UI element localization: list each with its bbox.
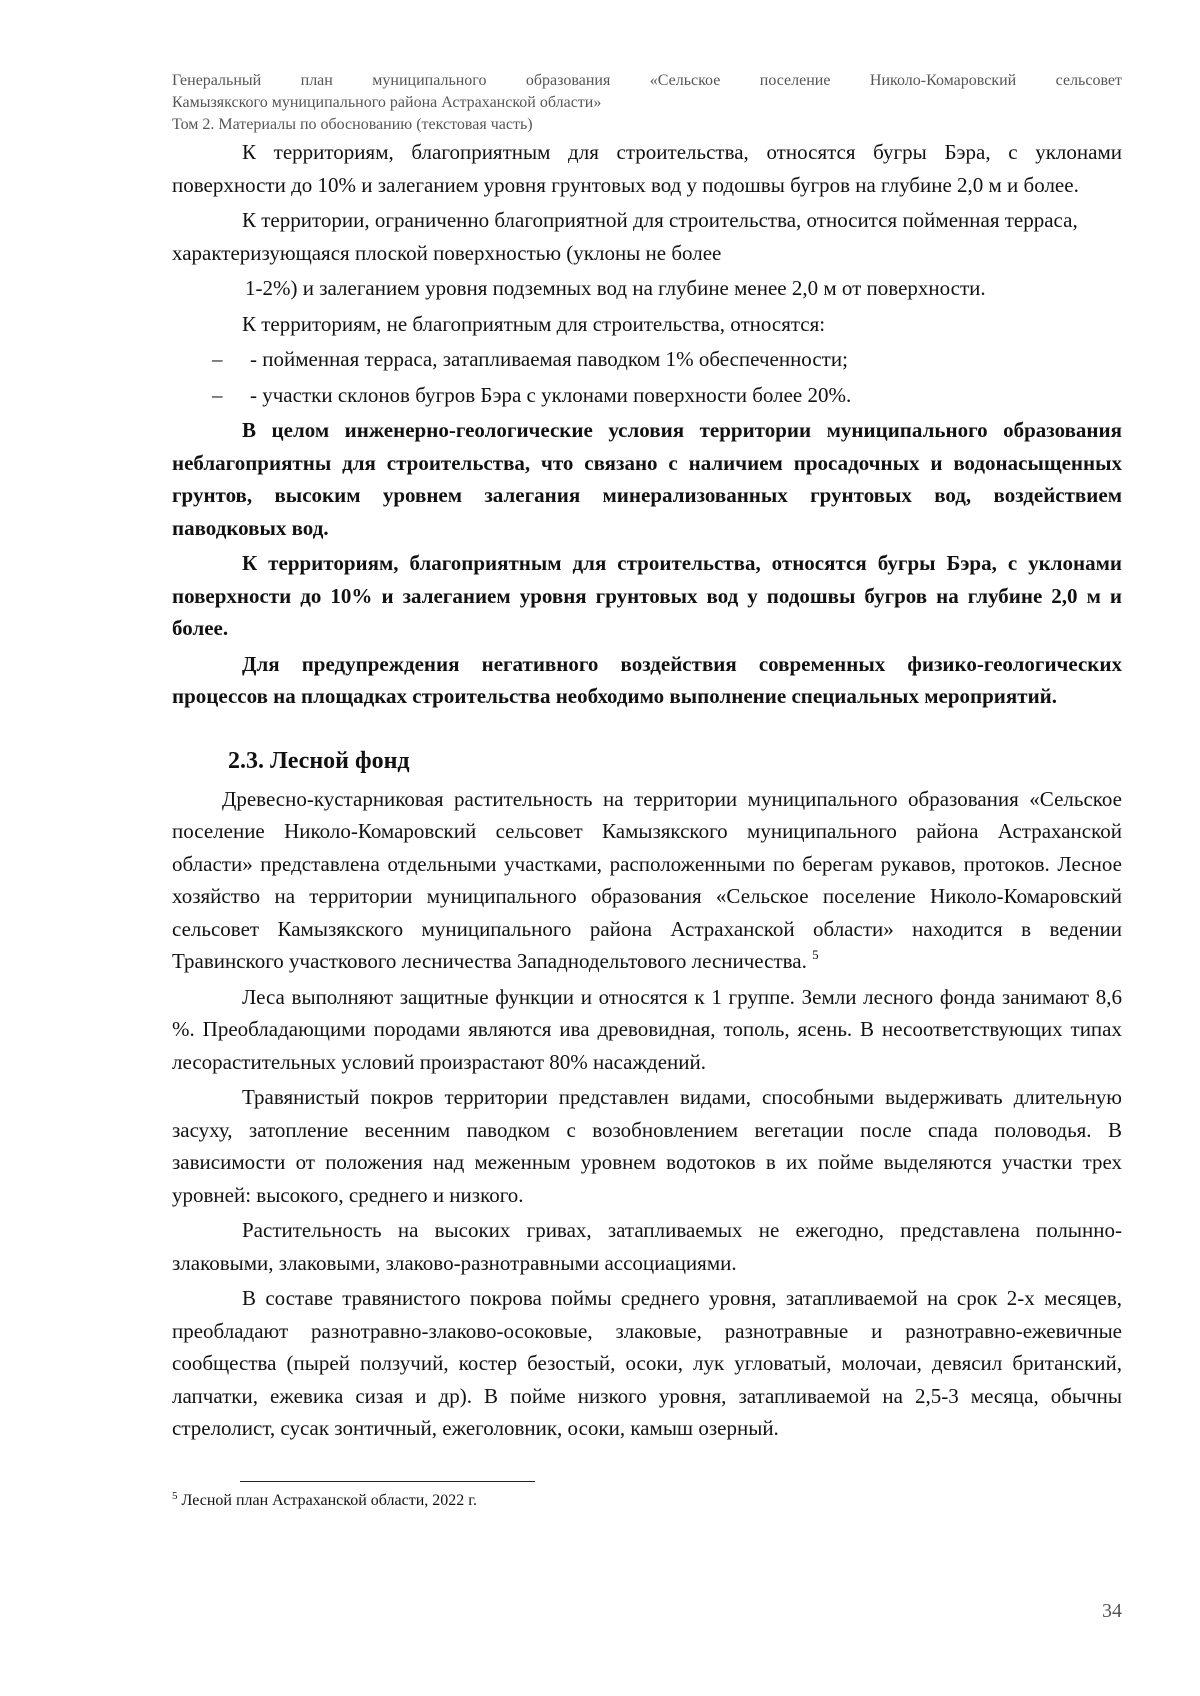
header-line-3: Том 2. Материалы по обоснованию (текстовая часть) bbox=[172, 116, 533, 133]
footnote bbox=[172, 1490, 1122, 1512]
paragraph-limited-territories-cont: 1-2%) и залеганием уровня подземных вод на глубине менее 2,0 м от поверхности. bbox=[245, 276, 986, 300]
paragraph-forest-functions: Леса выполняют защитные функции и относятся к 1 группе. Земли лесного фонда занимают 8,6 %. Преобладающими породами являются ива древовидная, тополь, ясень. В несоответствующих типах лесорастительных условий произрастают 80% насаждений. bbox=[172, 984, 1122, 1074]
paragraph-conclusion-favorable: К территориям, благоприятным для строительства, относятся бугры Бэра, с уклонами поверхности до 10% и залеганием уровня грунтовых вод у подошвы бугров на глубине 2,0 м и более. bbox=[172, 551, 1122, 640]
list-item-text: - участки склонов бугров Бэра с уклонами поверхности более 20%. bbox=[250, 382, 852, 407]
paragraph-floodplain-levels: В составе травянистого покрова поймы среднего уровня, затапливаемой на срок 2-х месяцев, преобладают разнотравно-злаково-осоковые, злаковые, разнотравные и разнотравно-ежевичные сообщества (пырей ползучий, костер безостый, осоки, лук угловатый, молочаи, девясил британский, лапчатки, ежевика сизая и др). В пойме низкого уровня, затапливаемой на 2,5-3 месяца, обычны стрелолист, сусак зонтичный, ежеголовник, осоки, камыш озерный. bbox=[172, 1286, 1122, 1440]
body-text bbox=[172, 136, 1122, 1445]
list-dash: – bbox=[212, 347, 223, 371]
list-item-text: - пойменная терраса, затапливаемая паводком 1% обеспеченности; bbox=[250, 347, 848, 371]
footnote-text: Лесной план Астраханской области, 2022 г. bbox=[181, 1491, 478, 1509]
paragraph-high-ridges: Растительность на высоких гривах, затапливаемых не ежегодно, представлена полынно-злаковыми, злаковыми, злаково-разнотравными ассоциациями. bbox=[172, 1218, 1122, 1275]
footnote-reference[interactable]: 5 bbox=[812, 947, 819, 962]
paragraph-forest-vegetation bbox=[172, 783, 1122, 978]
paragraph-unfavorable-intro: К территориям, не благоприятным для строительства, относятся: bbox=[242, 311, 826, 336]
forest-vegetation-text: Древесно-кустарниковая растительность на территории муниципального образования «Сельское поселение Николо-Комаровский сельсовет Камызякского муниципального района Астраханской области» представлена отдельными участками, расположенными по берегам рукавов, протоков. Лесное хозяйство на территории муниципального образования «Сельское поселение Николо-Комаровский сельсовет Камызякского муниципального района Астраханской области» находится в ведении Травинского участкового лесничества Западнодельтового лесничества. bbox=[172, 786, 1122, 973]
paragraph-limited-territories: К территории, ограниченно благоприятной для строительства, относится пойменная терраса, характеризующаяся плоской поверхностью (уклоны не более bbox=[172, 208, 1078, 265]
footnote-mark: 5 bbox=[172, 1489, 178, 1502]
paragraph-conclusion-measures: Для предупреждения негативного воздействия современных физико-геологических процессов на площадках строительства необходимо выполнение специальных мероприятий. bbox=[172, 651, 1122, 708]
paragraph-conclusion-conditions: В целом инженерно-геологические условия территории муниципального образования неблагоприятны для строительства, что связано с наличием просадочных и водонасыщенных грунтов, высоким уровнем залегания минерализованных грунтовых вод, воздействием паводковых вод. bbox=[172, 418, 1122, 540]
running-header bbox=[172, 70, 1122, 136]
list-item bbox=[172, 379, 1122, 412]
section-heading: 2.3. Лесной фонд bbox=[228, 747, 410, 774]
footnote-divider bbox=[240, 1481, 535, 1482]
header-line-1: Генеральный план муниципального образования «Сельское поселение Николо-Комаровский сельсовет bbox=[172, 72, 1122, 89]
list-item bbox=[172, 343, 1122, 376]
paragraph-favorable-territories: К территориям, благоприятным для строительства, относятся бугры Бэра, с уклонами поверхности до 10% и залеганием уровня грунтовых вод у подошвы бугров на глубине 2,0 м и более. bbox=[172, 140, 1122, 197]
list-dash: – bbox=[212, 382, 223, 407]
header-line-2: Камызякского муниципального района Астраханской области» bbox=[172, 94, 602, 111]
page-number: 34 bbox=[1102, 1600, 1122, 1622]
paragraph-grass-cover: Травянистый покров территории представлен видами, способными выдерживать длительную засуху, затопление весенним паводком с возобновлением вегетации после спада половодья. В зависимости от положения над меженным уровнем водотоков в их пойме выделяются участки трех уровней: высокого, среднего и низкого. bbox=[172, 1085, 1122, 1207]
document-page bbox=[172, 70, 1122, 1512]
